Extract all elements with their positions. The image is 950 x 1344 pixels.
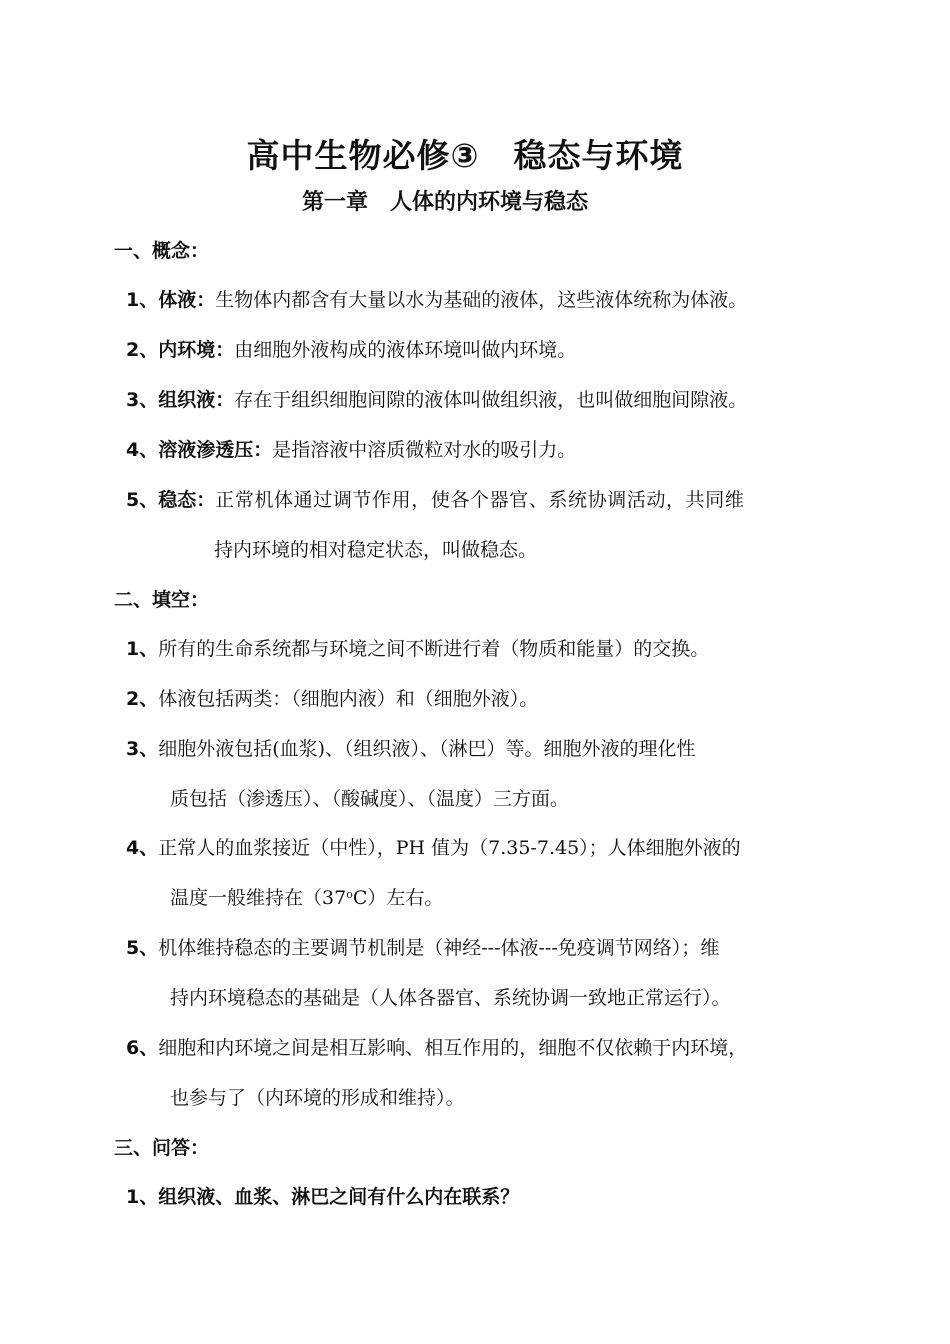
concept-item [126, 337, 576, 363]
concept-item [126, 287, 747, 313]
fill-text: 所有的生命系统都与环境之间不断进行着（物质和能量）的交换。 [158, 638, 710, 660]
fill-item [126, 686, 538, 712]
item-number: 6、 [126, 1037, 159, 1059]
question-text: 组织液、血浆、淋巴之间有什么内在联系？ [158, 1186, 520, 1208]
item-number: 4、 [126, 439, 159, 461]
fill-item [126, 636, 709, 662]
fill-text: 正常人的血浆接近（中性），PH 值为（7.35-7.45）；人体细胞外液的 [158, 837, 741, 859]
fill-text: 细胞和内环境之间是相互影响、相互作用的，细胞不仅依赖于内环境， [158, 1037, 748, 1059]
concept-term: 体液： [158, 289, 216, 311]
item-number: 5、 [126, 937, 159, 959]
concept-term: 内环境： [158, 339, 235, 361]
chapter-title: 第一章 人体的内环境与稳态 [301, 190, 588, 215]
fill-text-continued: 也参与了（内环境的形成和维持）。 [170, 1087, 465, 1109]
fill-text-part: 温度一般维持在（37 [170, 887, 347, 909]
section-heading-qa: 三、问答： [114, 1137, 210, 1159]
concept-definition: 由细胞外液构成的液体环境叫做内环境。 [234, 339, 577, 361]
concept-definition: 正常机体通过调节作用，使各个器官、系统协调活动，共同维 [215, 489, 745, 511]
concept-term: 稳态： [158, 489, 216, 511]
fill-text: 机体维持稳态的主要调节机制是（神经---体液---免疫调节网络）；维 [158, 937, 720, 959]
concept-definition: 存在于组织细胞间隙的液体叫做组织液，也叫做细胞间隙液。 [234, 389, 748, 411]
item-number: 4、 [126, 837, 159, 859]
item-number: 1、 [126, 289, 159, 311]
fill-text-continued: 持内环境稳态的基础是（人体各器官、系统协调一致地正常运行）。 [170, 987, 731, 1009]
fill-item [126, 835, 741, 861]
concept-item [126, 387, 747, 413]
fill-item [126, 935, 719, 961]
fill-text-continued: 质包括（渗透压）、（酸碱度）、（温度）三方面。 [170, 788, 570, 810]
concept-definition: 生物体内都含有大量以水为基础的液体，这些液体统称为体液。 [215, 289, 748, 311]
question-item [126, 1184, 519, 1210]
fill-item [126, 1035, 747, 1061]
fill-text: 细胞外液包括(血浆)、（组织液）、（淋巴）等。细胞外液的理化性 [158, 738, 696, 760]
degree-superscript: o [346, 888, 353, 901]
fill-text: 体液包括两类：（细胞内液）和（细胞外液）。 [158, 688, 539, 710]
concept-definition: 是指溶液中溶质微粒对水的吸引力。 [272, 439, 577, 461]
item-number: 1、 [126, 638, 159, 660]
item-number: 1、 [126, 1186, 159, 1208]
concept-term: 溶液渗透压： [158, 439, 273, 461]
item-number: 2、 [126, 339, 159, 361]
fill-text-part: C）左右。 [352, 887, 444, 909]
fill-text-continued [170, 885, 443, 911]
item-number: 3、 [126, 738, 159, 760]
concept-definition-continued: 持内环境的相对稳定状态，叫做稳态。 [214, 539, 538, 561]
concept-item [126, 487, 744, 513]
section-heading-concepts: 一、概念： [114, 240, 210, 262]
item-number: 2、 [126, 688, 159, 710]
page-title: 高中生物必修③ 稳态与环境 [246, 136, 684, 175]
concept-item [126, 437, 576, 463]
concept-term: 组织液： [158, 389, 235, 411]
item-number: 5、 [126, 489, 159, 511]
item-number: 3、 [126, 389, 159, 411]
section-heading-fill-in: 二、填空： [114, 589, 210, 611]
fill-item [126, 736, 696, 762]
